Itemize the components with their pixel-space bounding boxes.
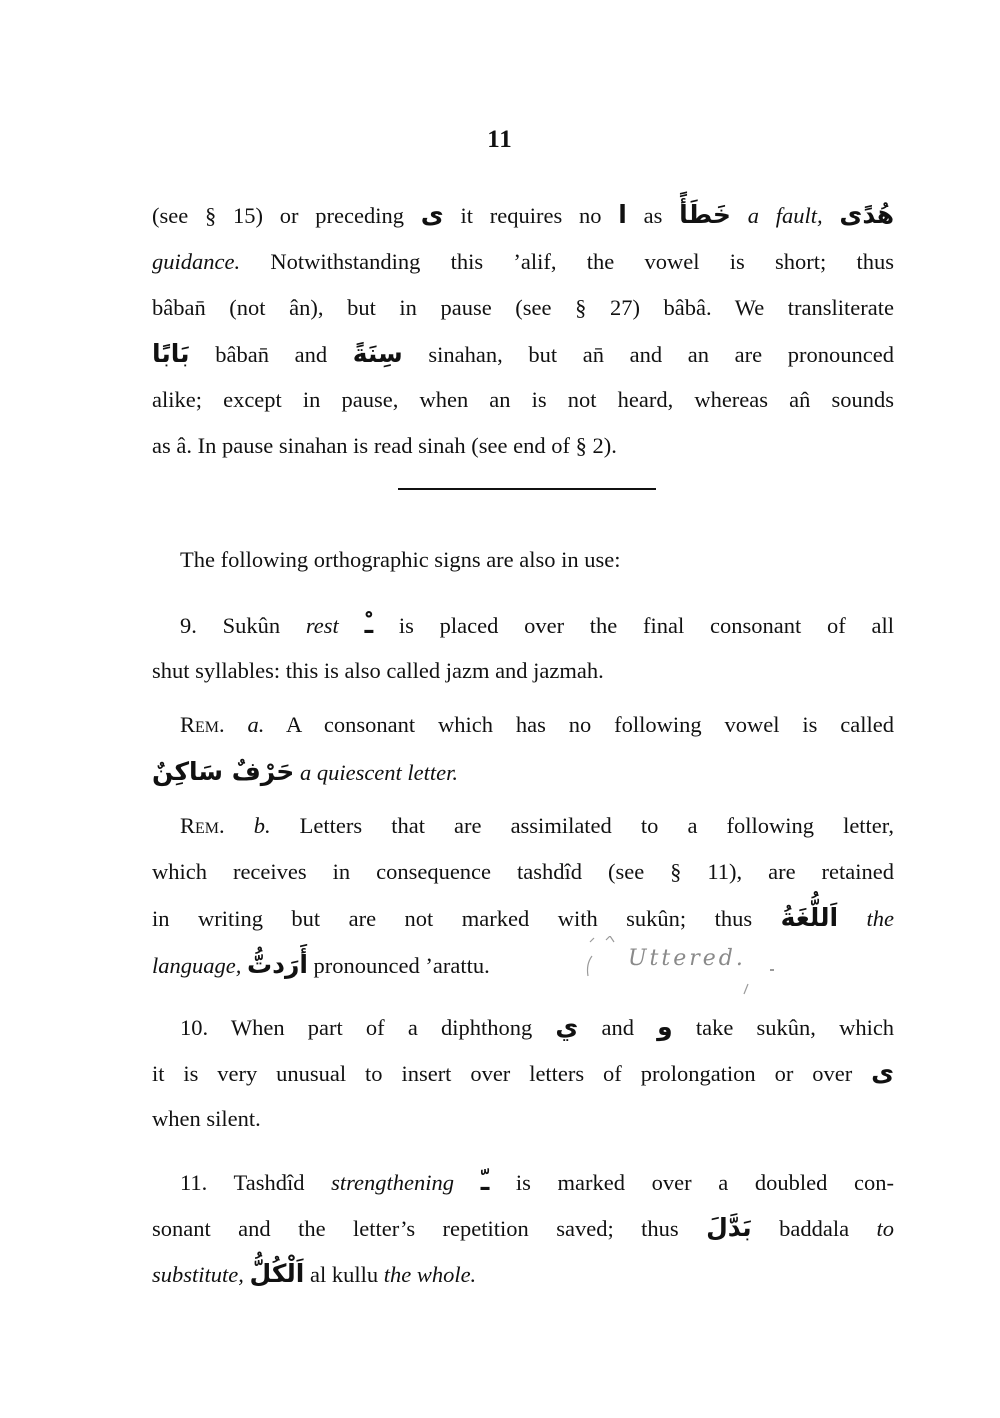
- text-run: bâban̄ (not ân), but in pause (see § 27) bâbâ. We transliterate: [152, 295, 894, 320]
- section-10-line: [152, 1104, 894, 1134]
- text-run: when silent.: [152, 1106, 261, 1131]
- text-run: sinahan, but an̄ and an are pronounced: [428, 342, 895, 367]
- arabic-text: ى: [420, 200, 444, 229]
- remark-b-line: [152, 903, 894, 934]
- italic-gloss: a quiescent letter.: [299, 760, 459, 785]
- arabic-text: بَابًا: [152, 339, 190, 368]
- text-run: sonant and the letter’s repetition saved; thus: [152, 1216, 679, 1241]
- italic-gloss: a fault,: [747, 203, 823, 228]
- text-run: When part of a diphthong: [230, 1015, 533, 1040]
- section-9-line: [152, 656, 894, 686]
- text-run: it requires no: [460, 203, 602, 228]
- text-run: in writing but are not marked with sukûn; thus: [152, 906, 753, 931]
- section-11-line: [152, 1213, 894, 1244]
- text-run: is marked over a doubled con-: [515, 1170, 895, 1195]
- arabic-text: اَللُّغَةُ: [780, 903, 839, 932]
- arabic-text: بَدَّلَ: [706, 1213, 752, 1242]
- section-10-line: [180, 1012, 894, 1043]
- remark-b-line: [180, 811, 894, 841]
- paragraph-line: [152, 385, 894, 415]
- italic-gloss: the: [866, 906, 895, 931]
- arabic-text: ى: [871, 1058, 895, 1087]
- italic-gloss: substitute,: [152, 1262, 244, 1287]
- paragraph-line: [152, 293, 894, 323]
- text-run: baddala: [779, 1216, 850, 1241]
- text-run: is placed over the final consonant of all: [398, 613, 894, 638]
- remark-b-line: [152, 857, 894, 887]
- section-10-line: [152, 1058, 894, 1089]
- section-11-line: [152, 1259, 894, 1290]
- text-run: Tashdîd: [233, 1170, 305, 1195]
- text-run: as â. In pause sinahan is read sinah (see end of § 2).: [152, 433, 617, 458]
- page-number: 11: [487, 126, 513, 153]
- arabic-text: هُدًى: [839, 200, 895, 229]
- section-9-line: [180, 610, 894, 641]
- remark-label: Rem.: [180, 813, 225, 838]
- text-run: Sukûn: [222, 613, 281, 638]
- italic-gloss: to: [876, 1216, 895, 1241]
- arabic-text: سِنَةً: [352, 339, 403, 368]
- italic-gloss: rest: [305, 613, 339, 638]
- remark-label: Rem.: [180, 712, 225, 737]
- paragraph-line: [152, 339, 894, 370]
- text-run: Letters that are assimilated to a following letter,: [299, 813, 895, 838]
- arabic-text: حَرْفٌ سَاكِنٌ: [152, 757, 295, 786]
- text-run: take sukûn, which: [695, 1015, 895, 1040]
- arabic-text: ي: [555, 1012, 579, 1041]
- paragraph-line: [152, 200, 894, 231]
- section-number: 11.: [180, 1170, 208, 1195]
- section-divider: [398, 488, 656, 490]
- arabic-text: أَرَدتُّ: [247, 950, 308, 979]
- text-run: shut syllables: this is also called jazm and jazmah.: [152, 658, 604, 683]
- section-11-line: [180, 1167, 894, 1198]
- text-run: (see § 15) or preceding: [152, 203, 404, 228]
- arabic-text: ا: [618, 200, 627, 229]
- text-run: Notwithstanding this ’alif, the vowel is short; thus: [270, 249, 894, 274]
- remark-a-line: [180, 710, 894, 740]
- arabic-text: اَلْكُلُّ: [249, 1259, 305, 1288]
- text-run: as: [643, 203, 663, 228]
- sukun-sign: ـْ: [364, 610, 374, 639]
- text-run: which receives in consequence tashdîd (see § 11), are retained: [152, 859, 894, 884]
- remark-letter: b.: [253, 813, 271, 838]
- text-run: A consonant which has no following vowel is called: [286, 712, 895, 737]
- text-run: bâban̄ and: [215, 342, 328, 367]
- italic-gloss: language,: [152, 953, 242, 978]
- italic-gloss: guidance.: [152, 249, 241, 274]
- italic-gloss: the whole.: [383, 1262, 477, 1287]
- paragraph-line: [152, 431, 894, 461]
- text-run: pronounced ’arattu.: [313, 953, 490, 978]
- arabic-text: خَطَأً: [679, 200, 731, 229]
- text-run: al kullu: [309, 1262, 379, 1287]
- remark-a-line: [152, 757, 894, 788]
- text-run: and: [601, 1015, 634, 1040]
- remark-letter: a.: [247, 712, 265, 737]
- tashdid-sign: ـّ: [480, 1167, 490, 1196]
- italic-gloss: strengthening: [331, 1170, 455, 1195]
- arabic-text: و: [657, 1012, 673, 1041]
- paragraph-line: [152, 247, 894, 277]
- section-number: 10.: [180, 1015, 209, 1040]
- section-number: 9.: [180, 613, 197, 638]
- intro-line: The following orthographic signs are also in use:: [180, 547, 621, 572]
- handwritten-annotation: [578, 936, 788, 996]
- handwritten-text: Uttered.: [628, 946, 746, 971]
- text-run: it is very unusual to insert over letters of prolongation or over: [152, 1061, 853, 1086]
- text-run: alike; except in pause, when an is not heard, whereas an̂ sounds: [152, 387, 894, 412]
